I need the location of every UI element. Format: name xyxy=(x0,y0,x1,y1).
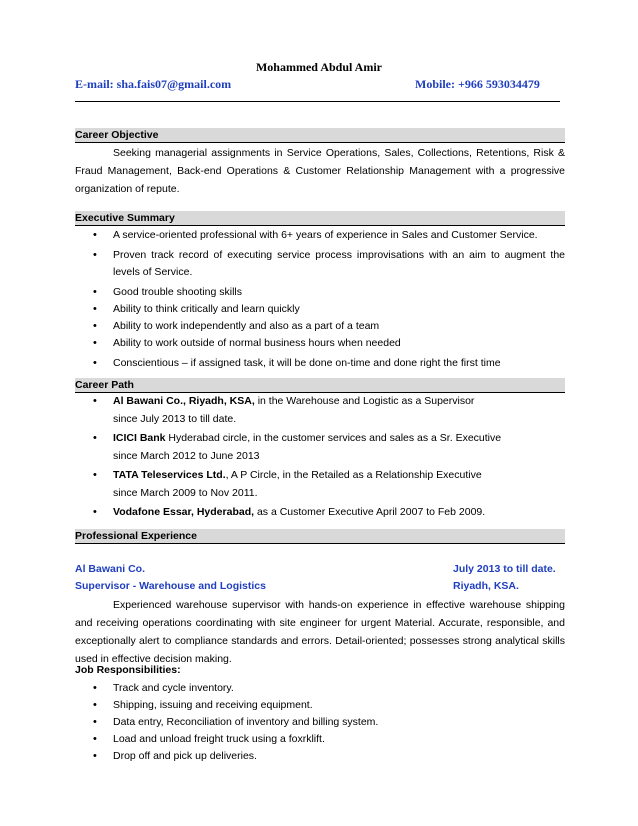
email-text: E-mail: sha.fais07@gmail.com xyxy=(75,77,232,91)
company-name: Al Bawani Co., Riyadh, KSA, xyxy=(113,395,255,407)
role-text: , A P Circle, in the Retailed as a Relationship Executive xyxy=(225,469,482,481)
career-objective-heading: Career Objective xyxy=(75,128,565,142)
list-item: • Ability to work independently and also as a part of a team xyxy=(75,318,565,335)
experience-company: Al Bawani Co. xyxy=(75,563,146,575)
experience-position: Supervisor - Warehouse and Logistics xyxy=(75,580,266,592)
mobile-text: Mobile: +966 593034479 xyxy=(415,77,540,91)
list-item: • Conscientious – if assigned task, it will be done on-time and done right the first time xyxy=(75,355,565,372)
list-item: • A service-oriented professional with 6+ years of experience in Sales and Customer Service. xyxy=(75,227,565,244)
role-text: Hyderabad circle, in the customer services and sales as a Sr. Executive xyxy=(165,432,502,444)
list-item: • Load and unload freight truck using a foxrklift. xyxy=(75,731,565,748)
list-item: • Good trouble shooting skills xyxy=(75,284,565,301)
company-name: TATA Teleservices Ltd. xyxy=(113,469,226,481)
list-item: • Drop off and pick up deliveries. xyxy=(75,748,565,765)
list-item: • Ability to work outside of normal business hours when needed xyxy=(75,335,565,352)
role-text: as a Customer Executive April 2007 to Feb 2009. xyxy=(254,506,486,518)
list-item: • Shipping, issuing and receiving equipment. xyxy=(75,697,565,714)
career-path-item xyxy=(75,504,565,522)
executive-summary-list xyxy=(75,227,565,372)
experience-company-row xyxy=(75,563,565,579)
since-text: since March 2012 to June 2013 xyxy=(113,449,260,462)
job-responsibilities-label: Job Responsibilities: xyxy=(75,664,181,676)
company-name: ICICI Bank xyxy=(113,432,166,444)
career-path-item xyxy=(75,430,565,465)
contact-line xyxy=(75,77,565,92)
experience-location: Riyadh, KSA. xyxy=(453,580,519,592)
experience-dates: July 2013 to till date. xyxy=(453,563,556,575)
since-text: since July 2013 to till date. xyxy=(113,412,237,425)
list-item: • Ability to think critically and learn quickly xyxy=(75,301,565,318)
company-name: Vodafone Essar, Hyderabad, xyxy=(113,506,255,518)
experience-description: Experienced warehouse supervisor with hands-on experience in effective warehouse shipping and receiving operations coordinating with site engineer for urgent Material. Accurate, responsible, and exceptionally alert to compliance standards and errors. Detail-oriented; possesses strong analytical skills used in effective decision making. xyxy=(75,599,565,665)
career-objective-text: Seeking managerial assignments in Service Operations, Sales, Collections, Retentions, Risk & Fraud Management, Back-end Operations & Customer Relationship Management with a progressive organization of repute. xyxy=(75,147,565,195)
header-divider xyxy=(75,101,560,102)
list-item: • Track and cycle inventory. xyxy=(75,680,565,697)
career-path-heading: Career Path xyxy=(75,378,565,392)
list-item: • Proven track record of executing service process improvisations with an aim to augment the levels of Service. xyxy=(75,247,565,281)
executive-summary-heading: Executive Summary xyxy=(75,211,565,225)
career-path-item xyxy=(75,467,565,502)
candidate-name: Mohammed Abdul Amir xyxy=(255,60,382,74)
experience-position-row xyxy=(75,580,565,596)
career-path-item xyxy=(75,393,565,428)
professional-experience-heading: Professional Experience xyxy=(75,529,565,543)
list-item: • Data entry, Reconciliation of inventory and billing system. xyxy=(75,714,565,731)
role-text: in the Warehouse and Logistic as a Supervisor xyxy=(254,395,475,407)
job-responsibilities-list xyxy=(75,680,565,765)
since-text: since March 2009 to Nov 2011. xyxy=(113,486,258,499)
career-path-list xyxy=(75,393,565,522)
